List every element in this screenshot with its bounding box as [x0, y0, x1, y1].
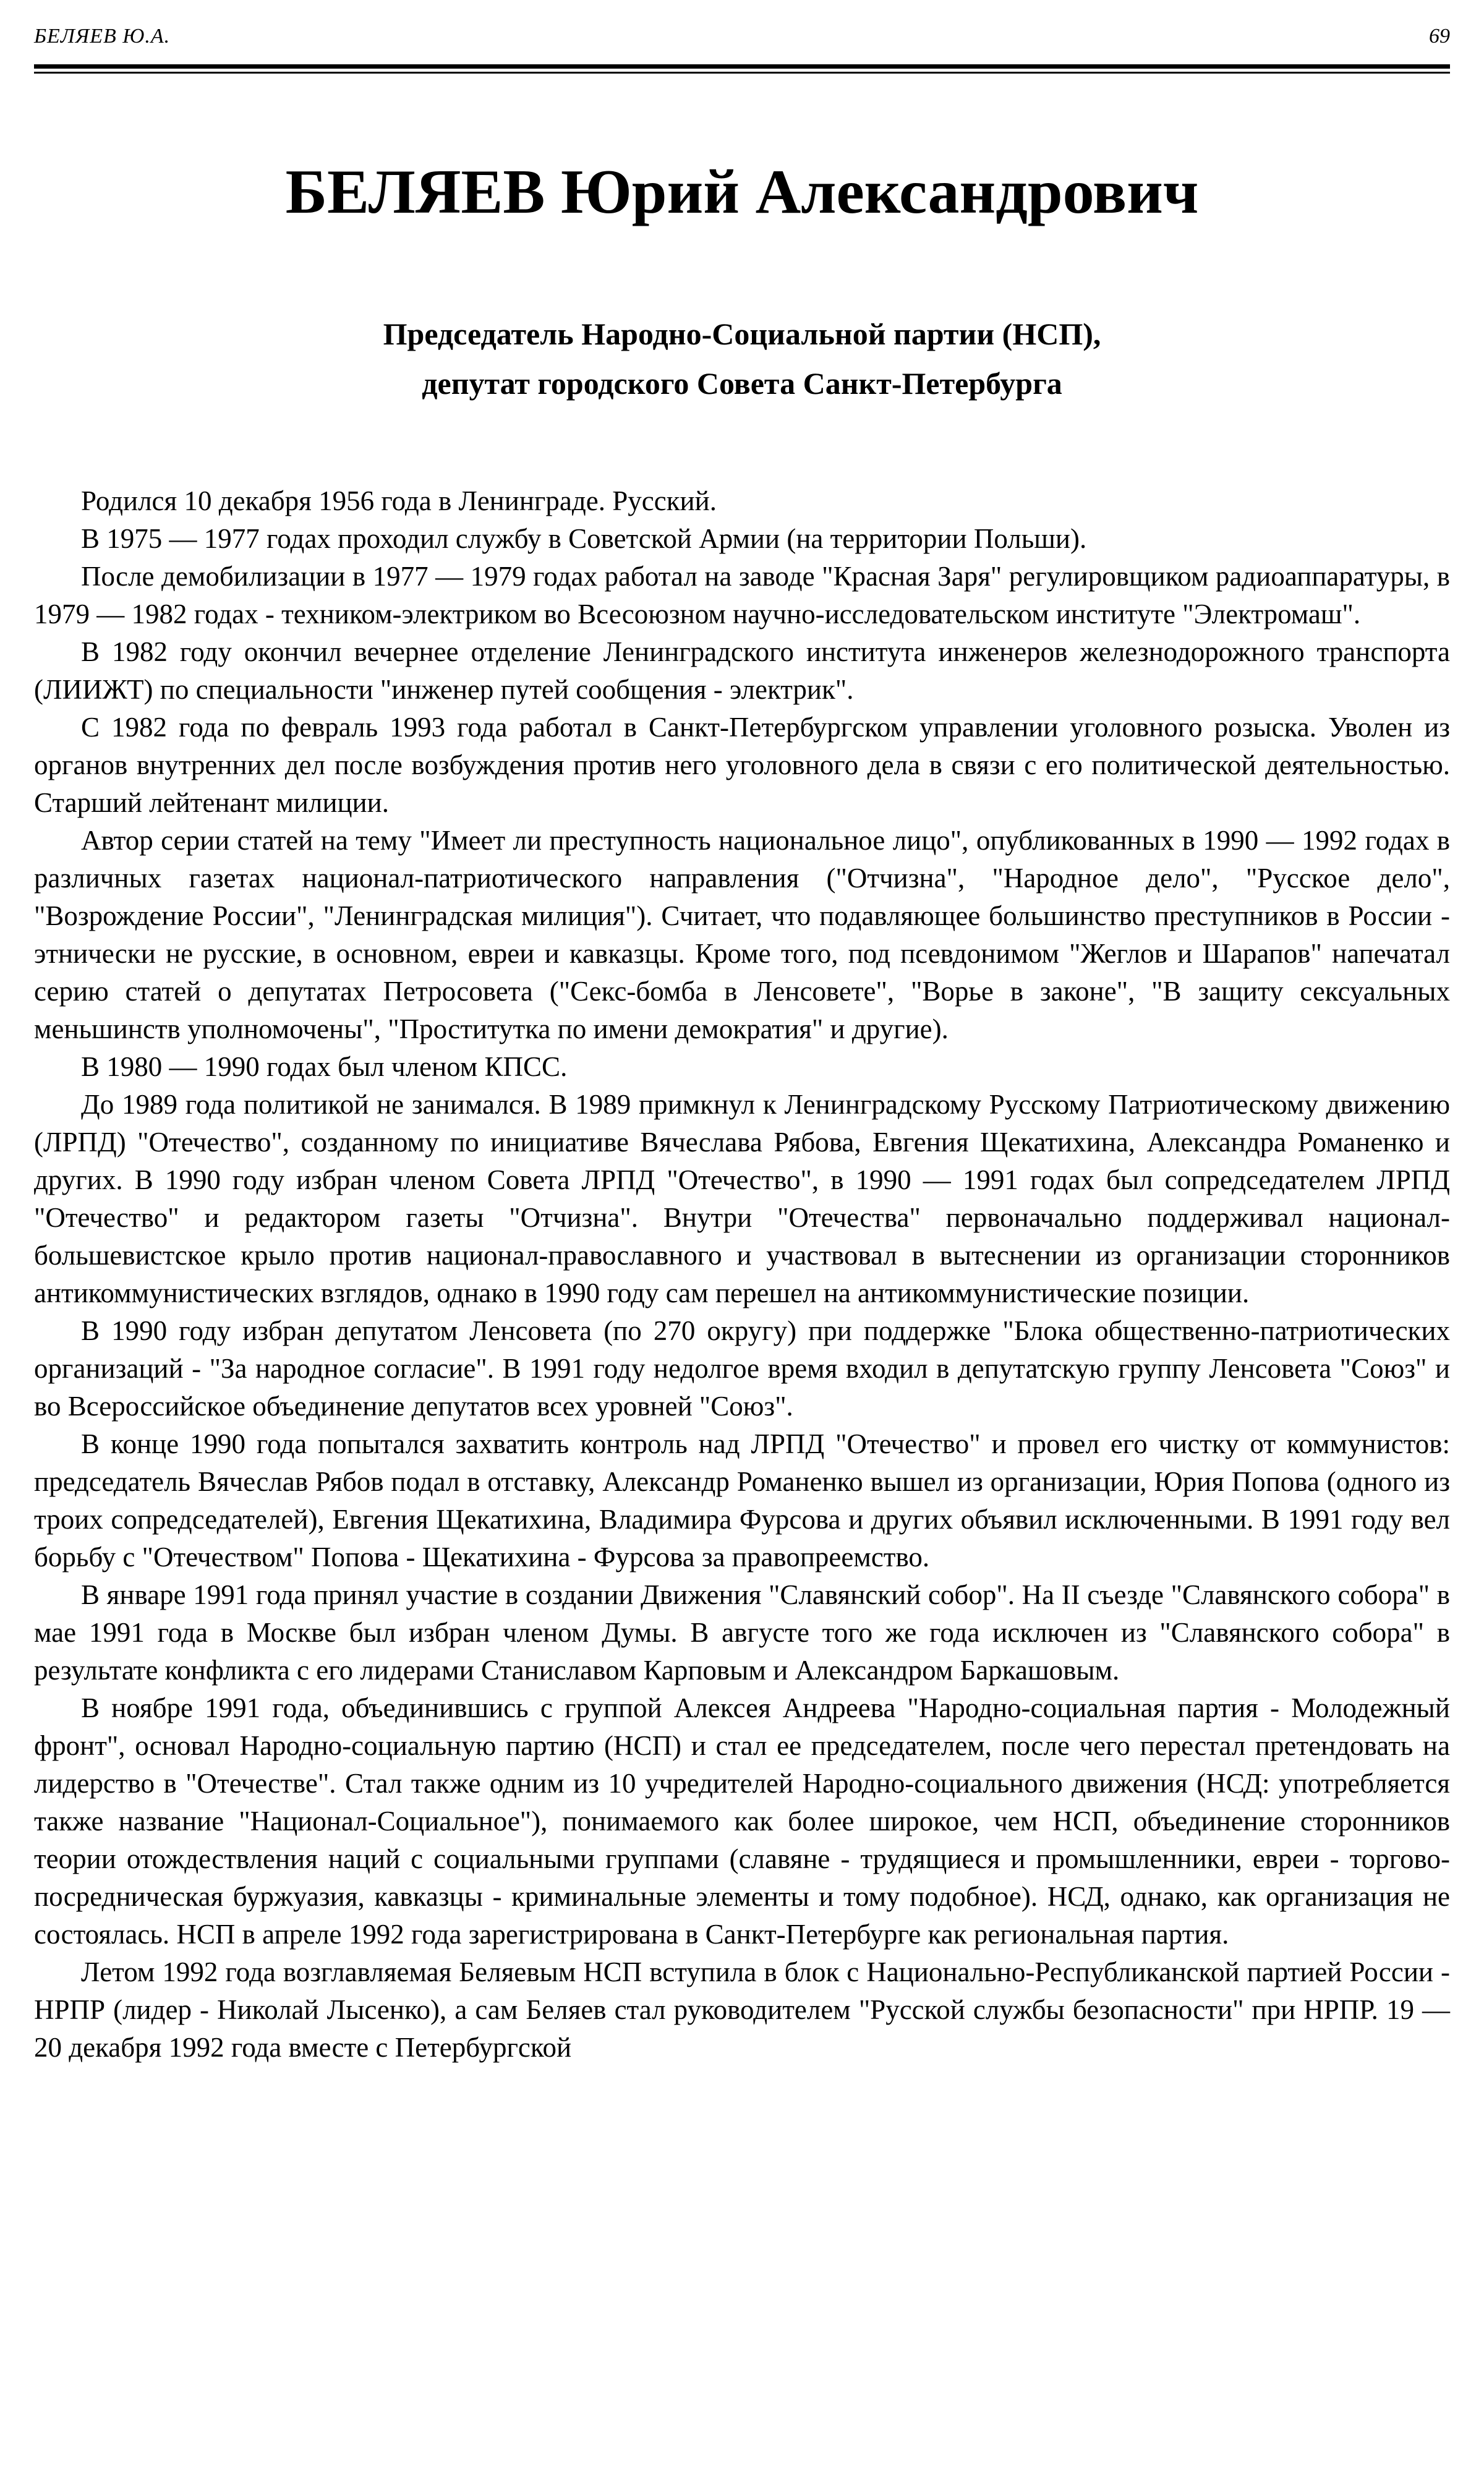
paragraph: В 1975 — 1977 годах проходил службу в Советской Армии (на территории Польши).: [81, 523, 1087, 554]
paragraph: Летом 1992 года возглавляемая Беляевым НСП вступила в блок с Национально-Республиканской партией России - НРПР (лидер - Николай Лысенко), а сам Беляев стал руководителем "Русской службы безопасности" при НРПР. 19 — 20 декабря 1992 года вместе с Петербургской: [34, 1956, 1450, 2063]
person-name-title: БЕЛЯЕВ Юрий Александрович: [285, 157, 1199, 227]
header-rule-thin: [34, 72, 1450, 74]
header-rule-thick: [34, 64, 1450, 69]
paragraph: В 1982 году окончил вечернее отделение Ленинградского института инженеров железнодорожного транспорта (ЛИИЖТ) по специальности "инженер путей сообщения - электрик".: [34, 636, 1450, 705]
paragraph: Автор серии статей на тему "Имеет ли преступность национальное лицо", опубликованных в 1990 — 1992 годах в различных газетах национал-патриотического направления ("Отчизна", "Народное дело", "Русское дело", "Возрождение России", "Ленинградская милиция"). Считает, что подавляющее большинство преступников в России - этнически не русские, в основном, евреи и кавказцы. Кроме того, под псевдонимом "Жеглов и Шарапов" напечатал серию статей о депутатах Петросовета ("Секс-бомба в Ленсовете", "Ворье в законе", "В защиту сексуальных меньшинств уполномочены", "Проститутка по имени демократия" и другие).: [34, 825, 1450, 1044]
page-number: 69: [1429, 25, 1450, 48]
biography-text: [34, 482, 1450, 2067]
paragraph: После демобилизации в 1977 — 1979 годах работал на заводе "Красная Заря" регулировщиком радиоаппаратуры, в 1979 — 1982 годах - техником-электриком во Всесоюзном научно-исследовательском институте "Электромаш".: [34, 561, 1450, 629]
page-header: [34, 19, 1450, 56]
paragraph: До 1989 года политикой не занимался. В 1989 примкнул к Ленинградскому Русскому Патриотическому движению (ЛРПД) "Отечество", созданному по инициативе Вячеслава Рябова, Евгения Щекатихина, Александра Романенко и других. В 1990 году избран членом Совета ЛРПД "Отечество", в 1990 — 1991 годах был сопредседателем ЛРПД "Отечество" и редактором газеты "Отчизна". Внутри "Отечества" первоначально поддерживал национал-большевистское крыло против национал-православного и участвовал в вытеснении из организации сторонников антикоммунистических взглядов, однако в 1990 году сам перешел на антикоммунистические позиции.: [34, 1089, 1450, 1308]
subtitle-line-1: Председатель Народно-Социальной партии (НСП),: [383, 317, 1101, 351]
paragraph: В 1980 — 1990 годах был членом КПСС.: [81, 1051, 568, 1082]
paragraph: Родился 10 декабря 1956 года в Ленинграде. Русский.: [81, 485, 717, 516]
running-head: БЕЛЯЕВ Ю.А.: [34, 25, 171, 48]
paragraph: В ноябре 1991 года, объединившись с группой Алексея Андреева "Народно-социальная партия - Молодежный фронт", основал Народно-социальную партию (НСП) и стал ее председателем, после чего перестал претендовать на лидерство в "Отечестве". Стал также одним из 10 учредителей Народно-социального движения (НСД: употребляется также название "Национал-Социальное"), понимаемого как более широкое, чем НСП, объединение сторонников теории отождествления наций с социальными группами (славяне - трудящиеся и промышленники, евреи - торгово-посредническая буржуазия, кавказцы - криминальные элементы и тому подобное). НСД, однако, как организация не состоялась. НСП в апреле 1992 года зарегистрирована в Санкт-Петербурге как региональная партия.: [34, 1692, 1450, 1950]
paragraph: В 1990 году избран депутатом Ленсовета (по 270 округу) при поддержке "Блока общественно-патриотических организаций - "За народное согласие". В 1991 году недолгое время входил в депутатскую группу Ленсовета "Союз" и во Всероссийское объединение депутатов всех уровней "Союз".: [34, 1315, 1450, 1422]
paragraph: С 1982 года по февраль 1993 года работал в Санкт-Петербургском управлении уголовного розыска. Уволен из органов внутренних дел после возбуждения против него уголовного дела в связи с его политической деятельностью. Старший лейтенант милиции.: [34, 712, 1450, 818]
subtitle-line-2: депутат городского Совета Санкт-Петербурга: [422, 366, 1062, 401]
paragraph: В конце 1990 года попытался захватить контроль над ЛРПД "Отечество" и провел его чистку от коммунистов: председатель Вячеслав Рябов подал в отставку, Александр Романенко вышел из организации, Юрия Попова (одного из троих сопредседателей), Евгения Щекатихина, Владимира Фурсова и других объявил исключенными. В 1991 году вел борьбу с "Отечеством" Попова - Щекатихина - Фурсова за правопреемство.: [34, 1428, 1450, 1572]
person-position-subtitle: [0, 309, 1484, 408]
paragraph: В январе 1991 года принял участие в создании Движения "Славянский собор". На II съезде "Славянского собора" в мае 1991 года в Москве был избран членом Думы. В августе того же года исключен из "Славянского собора" в результате конфликта с его лидерами Станиславом Карповым и Александром Баркашовым.: [34, 1579, 1450, 1686]
